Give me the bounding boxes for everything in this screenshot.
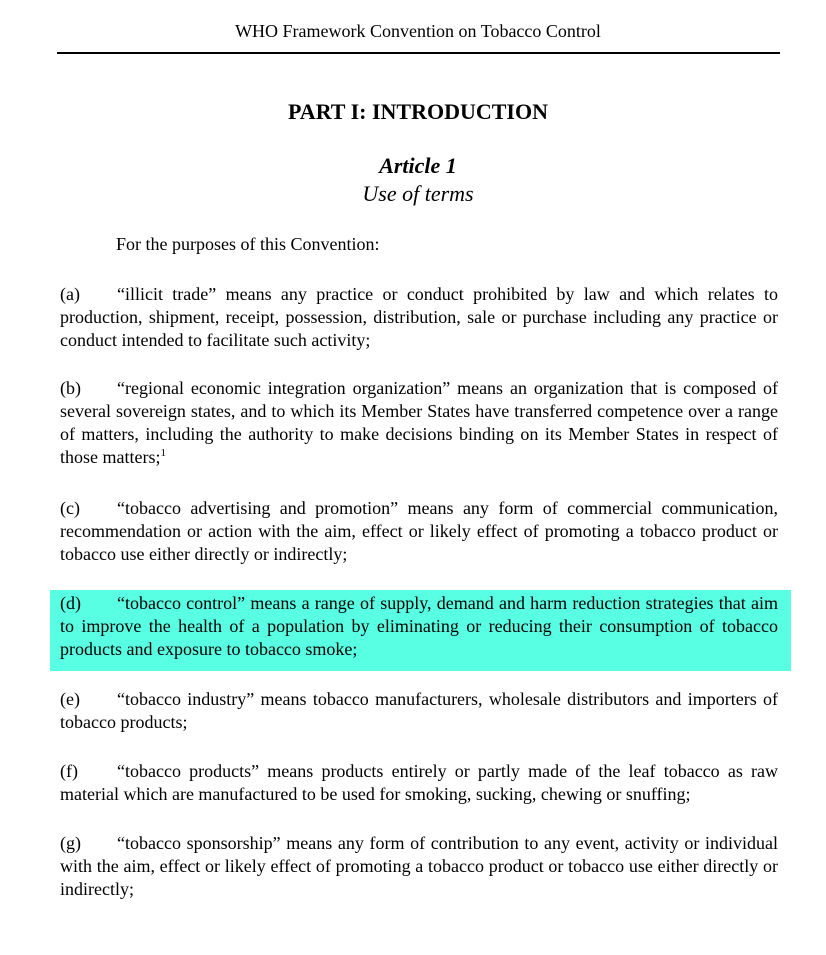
definition-letter: (d) — [60, 593, 81, 613]
definition-text: “tobacco products” means products entirely or partly made of the leaf tobacco as raw material which are manufactured to be used for smoking, sucking, chewing or snuffing; — [60, 761, 778, 804]
definition-text: “tobacco sponsorship” means any form of contribution to any event, activity or individual with the aim, effect or likely effect of promoting a tobacco product or tobacco use either directly or indirectly; — [60, 833, 778, 899]
header-rule — [57, 52, 780, 54]
definition-d — [60, 592, 778, 661]
definition-letter: (b) — [60, 378, 81, 398]
article-subtitle: Use of terms — [362, 181, 474, 206]
definition-g — [60, 832, 778, 901]
definition-letter: (e) — [60, 689, 80, 709]
definition-c — [60, 497, 778, 566]
definition-text: “illicit trade” means any practice or conduct prohibited by law and which relates to production, shipment, receipt, possession, distribution, sale or purchase including any practice or conduct intended to facilitate such activity; — [60, 284, 778, 350]
definition-letter: (f) — [60, 761, 78, 781]
definition-letter: (g) — [60, 833, 81, 853]
definition-b — [60, 377, 778, 469]
definition-text: “tobacco control” means a range of supply, demand and harm reduction strategies that aim to improve the health of a population by eliminating or reducing their consumption of tobacco products and exposure to tobacco smoke; — [60, 593, 778, 659]
running-header: WHO Framework Convention on Tobacco Control — [235, 21, 601, 41]
definition-a — [60, 283, 778, 352]
part-title: PART I: INTRODUCTION — [288, 99, 548, 124]
definition-text: “regional economic integration organization” means an organization that is composed of several sovereign states, and to which its Member States have transferred competence over a range of matters, including the authority to make decisions binding on its Member States in respect of those matters; — [60, 378, 778, 467]
definition-e — [60, 688, 778, 734]
article-number: Article 1 — [379, 153, 457, 178]
definition-f — [60, 760, 778, 806]
definition-text: “tobacco advertising and promotion” means any form of commercial communication, recommendation or action with the aim, effect or likely effect of promoting a tobacco product or tobacco use either directly or indirectly; — [60, 498, 778, 564]
definition-letter: (c) — [60, 498, 80, 518]
definition-text: “tobacco industry” means tobacco manufacturers, wholesale distributors and importers of tobacco products; — [60, 689, 778, 732]
intro-line: For the purposes of this Convention: — [116, 234, 380, 254]
footnote-marker[interactable]: 1 — [160, 447, 166, 459]
definition-letter: (a) — [60, 284, 80, 304]
